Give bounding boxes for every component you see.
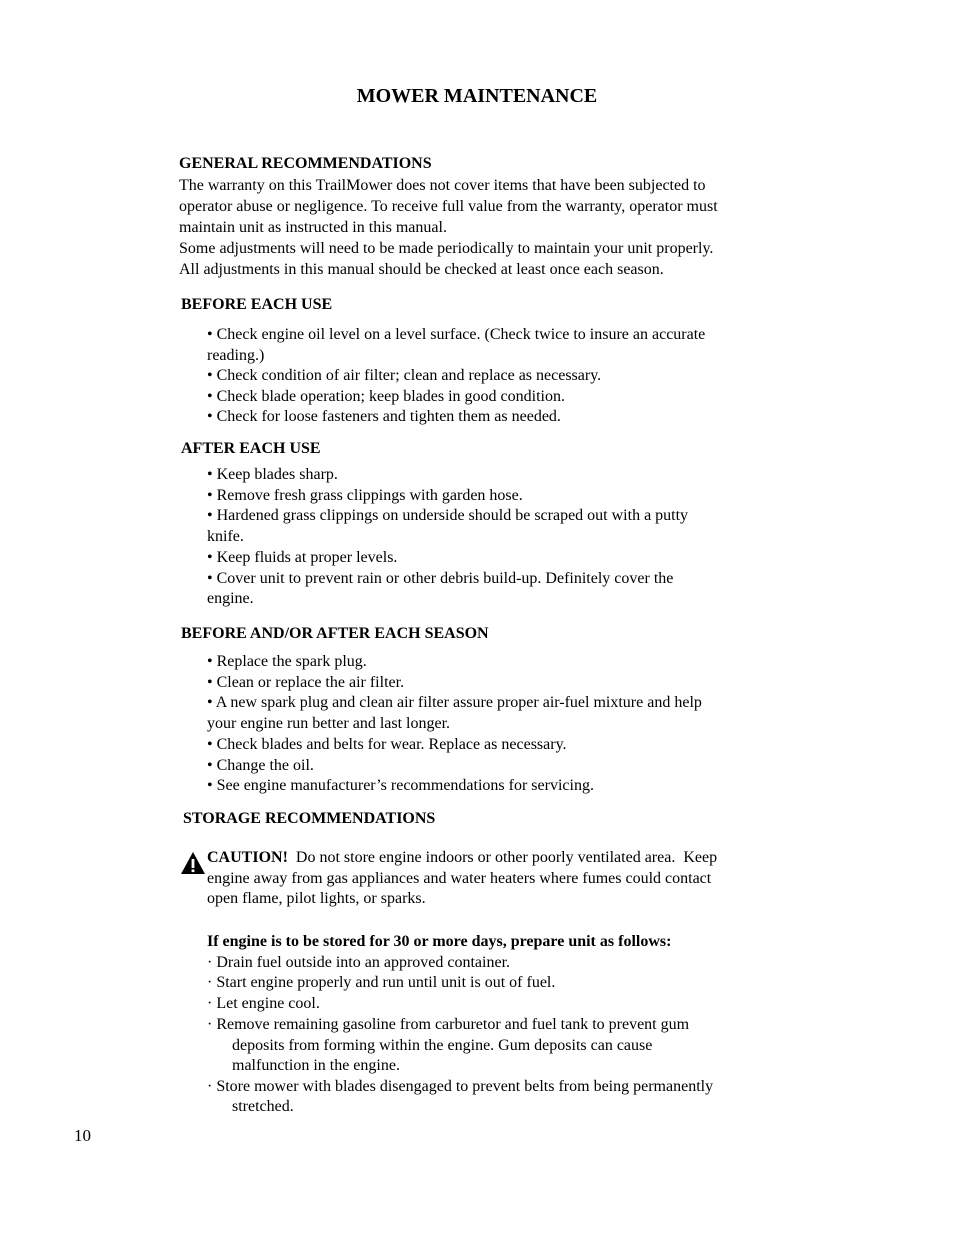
general-line: Some adjustments will need to be made periodically to maintain your unit properly. — [179, 240, 714, 257]
list-item: • Clean or replace the air filter. — [207, 674, 405, 691]
general-line: operator abuse or negligence. To receive full value from the warranty, operator must — [179, 198, 718, 215]
storage-prep-heading: If engine is to be stored for 30 or more days, prepare unit as follows: — [207, 933, 672, 950]
list-item: • Replace the spark plug. — [207, 653, 367, 670]
list-item: • Check for loose fasteners and tighten them as needed. — [207, 408, 561, 425]
section-heading-general: GENERAL RECOMMENDATIONS — [179, 155, 432, 172]
list-item: · Store mower with blades disengaged to prevent belts from being permanently — [207, 1078, 714, 1095]
list-item: • A new spark plug and clean air filter assure proper air-fuel mixture and help — [207, 694, 702, 711]
list-item: • See engine manufacturer’s recommendations for servicing. — [207, 777, 594, 794]
general-line: The warranty on this TrailMower does not cover items that have been subjected to — [179, 177, 706, 194]
caution-label: CAUTION! — [207, 849, 288, 866]
page-number: 10 — [74, 1126, 91, 1145]
section-heading-season: BEFORE AND/OR AFTER EACH SEASON — [181, 625, 489, 642]
list-item: · Let engine cool. — [207, 995, 320, 1012]
section-heading-storage: STORAGE RECOMMENDATIONS — [183, 810, 436, 827]
list-item: • Check engine oil level on a level surface. (Check twice to insure an accurate — [207, 326, 706, 343]
list-item: • Check blade operation; keep blades in good condition. — [207, 388, 565, 405]
list-item: • Keep blades sharp. — [207, 466, 338, 483]
list-item: • Change the oil. — [207, 757, 314, 774]
section-heading-after-use: AFTER EACH USE — [181, 440, 321, 457]
list-item: • Hardened grass clippings on underside should be scraped out with a putty — [207, 507, 689, 524]
list-item: · Start engine properly and run until unit is out of fuel. — [207, 974, 556, 991]
list-item: reading.) — [207, 347, 265, 364]
caution-text: Do not store engine indoors or other poorly ventilated area. Keep — [287, 849, 718, 866]
list-item: · Drain fuel outside into an approved container. — [207, 954, 511, 971]
list-item: stretched. — [232, 1098, 294, 1115]
list-item: your engine run better and last longer. — [207, 715, 451, 732]
list-item: knife. — [207, 528, 244, 545]
list-item: • Check blades and belts for wear. Replace as necessary. — [207, 736, 567, 753]
list-item: • Remove fresh grass clippings with garden hose. — [207, 487, 523, 504]
list-item: deposits from forming within the engine. Gum deposits can cause — [232, 1037, 653, 1054]
section-heading-before-use: BEFORE EACH USE — [181, 296, 333, 313]
caution-line: open flame, pilot lights, or sparks. — [207, 890, 426, 907]
list-item: • Cover unit to prevent rain or other debris build-up. Definitely cover the — [207, 570, 674, 587]
list-item: • Check condition of air filter; clean and replace as necessary. — [207, 367, 602, 384]
list-item: • Keep fluids at proper levels. — [207, 549, 398, 566]
page-title: MOWER MAINTENANCE — [356, 85, 598, 107]
caution-line — [207, 847, 717, 868]
list-item: malfunction in the engine. — [232, 1057, 400, 1074]
general-line: All adjustments in this manual should be checked at least once each season. — [179, 261, 664, 278]
warning-triangle-icon — [180, 851, 206, 875]
list-item: · Remove remaining gasoline from carburetor and fuel tank to prevent gum — [207, 1016, 690, 1033]
list-item: engine. — [207, 590, 254, 607]
caution-line: engine away from gas appliances and water heaters where fumes could contact — [207, 870, 712, 887]
general-line: maintain unit as instructed in this manual. — [179, 219, 447, 236]
